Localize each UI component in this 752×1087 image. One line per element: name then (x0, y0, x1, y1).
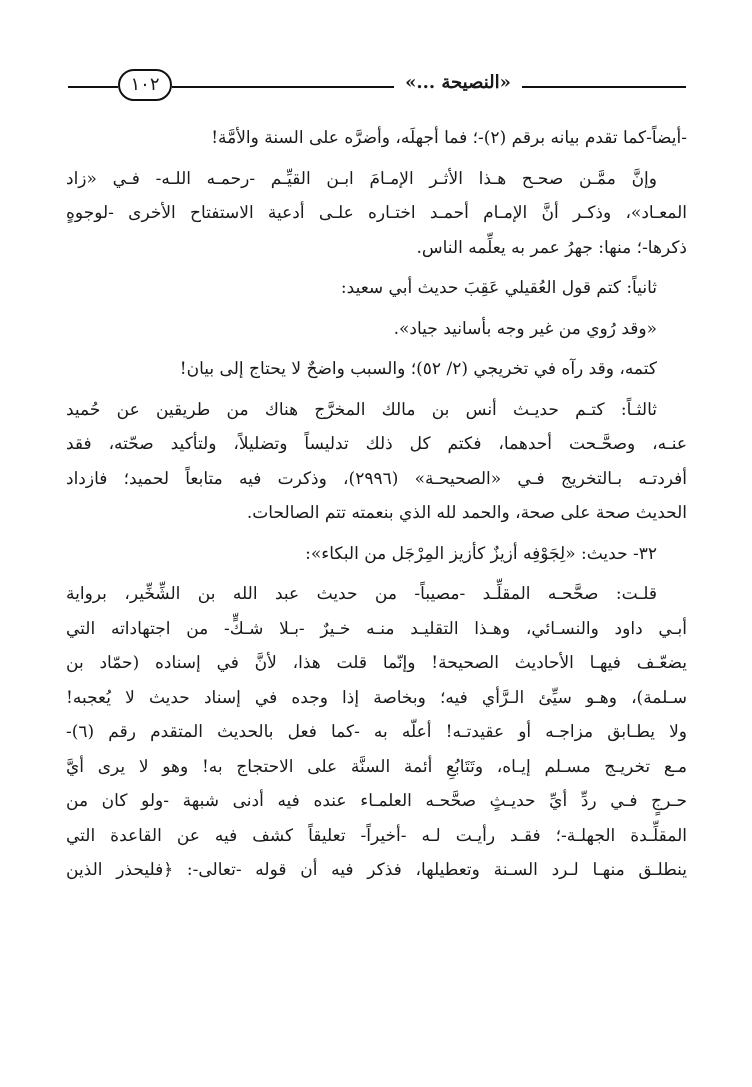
text-line: أفردتـه بـالتخريج فـي «الصحيحـة» (٢٩٩٦)، وذكرت فيه متابعاً لحميد؛ فازداد (66, 468, 687, 489)
text-line: وإنَّ ممَّـن صحـح هـذا الأثـر الإمـامَ ابـن القيِّـم -رحمـه اللـه- فـي «زاد (66, 168, 657, 189)
text-line: المقلِّـدة الجهلـة-؛ فقـد رأيـت لـه -أخيراً- تعليقاً كشف فيه عن القاعدة التي (66, 825, 687, 846)
header-rule-left (68, 86, 118, 88)
header-rule-middle (172, 86, 394, 88)
text-line: يضعّـف فيهـا الأحاديث الصحيحة! وإنّما قلت هذا، لأنَّ في إسناده (حمّاد بن (66, 653, 687, 673)
text-line: الحديث صحة على صحة، والحمد لله الذي بنعمته تتم الصالحات. (246, 503, 687, 523)
text-line: ذكرها-؛ منها: جهرُ عمر به يعلِّمه الناس. (416, 237, 687, 258)
text-line: حـرجٍ فـي ردِّ أيِّ حديـثٍ صحَّحـه العلمـاء عنده فيه أدنى شبهة -ولو كان من (66, 791, 687, 811)
text-line: سـلمة)، وهـو سيِّئ الـرَّأي فيه؛ وبخاصة إذا وجده في إسناد حديث لا يُعجبه! (66, 687, 687, 708)
running-title: «النصيحة ...» (405, 72, 511, 93)
text-line: أبـي داود والنسـائي، وهـذا التقليـد منـه خـيرٌ -بـلا شـكٍّ- من اجتهاداته التي (66, 618, 687, 639)
text-line: المعـاد»، وذكـر أنَّ الإمـام أحمـد اختـاره علـى أدعية الاستفتاح الأخرى -لوجوهٍ (66, 203, 687, 223)
body-text (66, 121, 687, 888)
text-line: -أيضاً-كما تقدم بيانه برقم (٢)-؛ فما أجهلَه، وأضرَّه على السنة والأمَّة! (211, 128, 687, 148)
text-line: ثالثـاً: كتـم حديـث أنس بن مالك المخرَّج هناك من طريقين عن حُميد (66, 399, 657, 420)
text-line: قلـت: صحَّحـه المقلِّـد -مصيباً- من حديث عبد الله بن الشِّخِّير، برواية (66, 584, 657, 604)
text-line: مـع تخريـج مسـلم إيـاه، وتَتَابُعِ أئمة السنَّة على الاحتجاج به! وهو لا يرى أيَّ (66, 756, 687, 777)
text-line: ثانياً: كتم قول العُقيلي عَقِبَ حديث أبي سعيد: (340, 278, 657, 298)
page-number: ١٠٢ (118, 69, 172, 101)
page-header (68, 66, 686, 106)
text-line: ٣٢- حديث: «لِجَوْفِه أزيزٌ كأزيز المِرْجَل من البكاء»: (305, 543, 657, 564)
header-rule-right (522, 86, 686, 88)
text-line: عنـه، وصحَّـحت أحدهما، فكتم كل ذلك تدليساً وتضليلاً، ولتأكيد صحّته، فقد (66, 434, 687, 454)
text-line: ولا يطـابق مزاجـه أو عقيدتـه! أعلّه به -كما فعل بالحديث المتقدم رقم (٦)- (66, 722, 687, 742)
text-line: «وقد رُوي من غير وجه بأسانيد جياد». (393, 318, 657, 339)
text-line: ينطلـق منهـا لـرد السـنة وتعطيلها، فذكر فيه أن قوله -تعالى-: ﴿فليحذر الذين (66, 860, 687, 880)
text-line: كتمه، وقد رآه في تخريجي (٢/ ٥٢)؛ والسبب واضحٌ لا يحتاج إلى بيان! (179, 359, 657, 379)
